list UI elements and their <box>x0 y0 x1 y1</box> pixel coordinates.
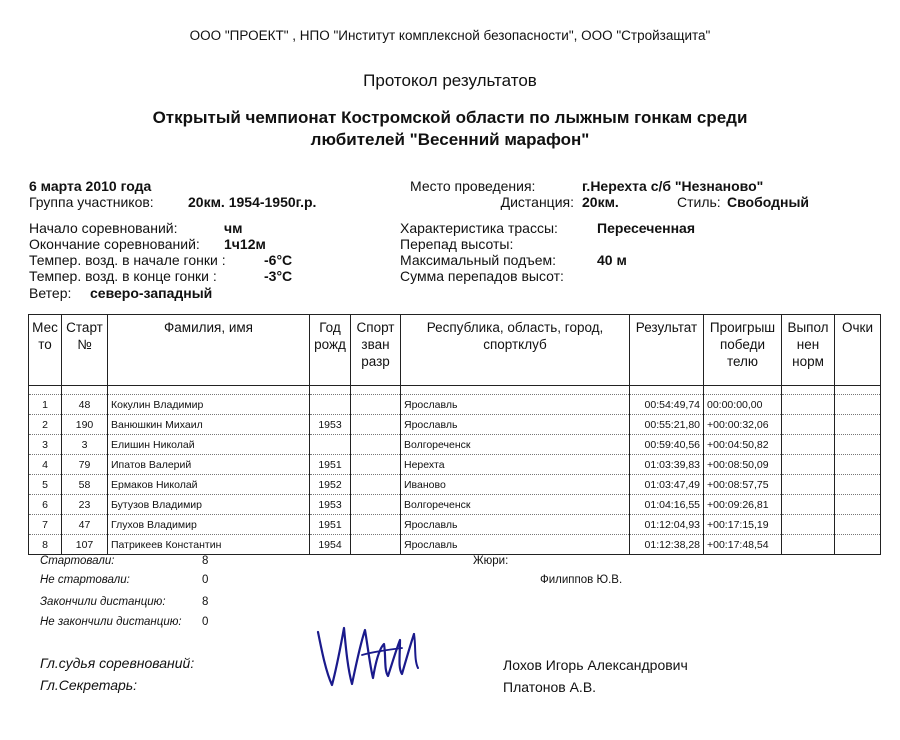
cell-rank <box>351 415 401 435</box>
cell-points <box>835 415 881 435</box>
cell-region: Ярославль <box>401 515 630 535</box>
venue-value: г.Нерехта с/б "Незнаново" <box>582 178 764 194</box>
jury-member: Филиппов Ю.В. <box>540 574 623 586</box>
cell-region: Ярославль <box>401 395 630 415</box>
max-climb-value: 40 м <box>597 252 627 268</box>
cell-place: 5 <box>29 475 62 495</box>
col-header-year: Год рожд <box>310 315 351 386</box>
cell-name: Кокулин Владимир <box>108 395 310 415</box>
cell-behind: 00:00:00,00 <box>704 395 782 415</box>
finished-value: 8 <box>202 596 209 608</box>
track-value: Пересеченная <box>597 220 696 236</box>
cell-points <box>835 535 881 555</box>
competition-title-line2: любителей "Весенний марафон" <box>310 130 590 149</box>
cell-result: 01:12:04,93 <box>630 515 704 535</box>
cell-year: 1951 <box>310 515 351 535</box>
jury-label: Жюри: <box>473 555 509 567</box>
cell-rank <box>351 535 401 555</box>
cell-norm <box>782 455 835 475</box>
cell-rank <box>351 515 401 535</box>
cell-norm <box>782 535 835 555</box>
cell-name: Патрикеев Константин <box>108 535 310 555</box>
distance-label: Дистанция: <box>500 194 574 210</box>
cell-year <box>310 435 351 455</box>
competition-title <box>0 107 900 151</box>
not-finished-value: 0 <box>202 616 209 628</box>
finished-label: Закончили дистанцию: <box>40 596 166 608</box>
temp-start-label: Темпер. возд. в начале гонки : <box>29 252 226 268</box>
cell-points <box>835 435 881 455</box>
cell-place: 6 <box>29 495 62 515</box>
end-time-label: Окончание соревнований: <box>29 236 200 252</box>
cell-behind: +00:08:50,09 <box>704 455 782 475</box>
chief-judge-name: Лохов Игорь Александрович <box>503 657 688 673</box>
cell-year: 1953 <box>310 415 351 435</box>
cell-result: 01:03:47,49 <box>630 475 704 495</box>
cell-bib: 47 <box>62 515 108 535</box>
cell-region: Ярославль <box>401 535 630 555</box>
wind-label: Ветер: <box>29 285 72 301</box>
cell-behind: +00:00:32,06 <box>704 415 782 435</box>
cell-year: 1954 <box>310 535 351 555</box>
cell-name: Ванюшкин Михаил <box>108 415 310 435</box>
cell-bib: 3 <box>62 435 108 455</box>
not-started-label: Не стартовали: <box>40 574 130 586</box>
cell-result: 00:55:21,80 <box>630 415 704 435</box>
start-time-label: Начало соревнований: <box>29 220 178 236</box>
not-started-value: 0 <box>202 574 209 586</box>
col-header-norm: Выпол нен норм <box>782 315 835 386</box>
table-row <box>29 475 881 495</box>
group-value: 20км. 1954-1950г.р. <box>188 194 317 210</box>
not-finished-label: Не закончили дистанцию: <box>40 616 182 628</box>
cell-rank <box>351 435 401 455</box>
style-value: Свободный <box>727 194 810 210</box>
col-header-name: Фамилия, имя <box>108 315 310 386</box>
protocol-title: Протокол результатов <box>363 71 537 90</box>
cell-place: 1 <box>29 395 62 415</box>
cell-rank <box>351 395 401 415</box>
cell-place: 2 <box>29 415 62 435</box>
table-header-row <box>29 315 881 386</box>
wind-value: северо-западный <box>90 285 213 301</box>
cell-bib: 48 <box>62 395 108 415</box>
col-header-points: Очки <box>835 315 881 386</box>
cell-result: 00:54:49,74 <box>630 395 704 415</box>
cell-behind: +00:17:48,54 <box>704 535 782 555</box>
temp-start-value: -6°С <box>264 252 293 268</box>
cell-name: Ипатов Валерий <box>108 455 310 475</box>
cell-bib: 79 <box>62 455 108 475</box>
col-header-region: Республика, область, город, спортклуб <box>401 315 630 386</box>
cell-norm <box>782 515 835 535</box>
chief-judge-label: Гл.судья соревнований: <box>40 655 195 671</box>
cell-place: 7 <box>29 515 62 535</box>
cell-norm <box>782 395 835 415</box>
end-time-value: 1ч12м <box>224 236 266 252</box>
cell-behind: +00:17:15,19 <box>704 515 782 535</box>
cell-place: 8 <box>29 535 62 555</box>
cell-region: Волгореченск <box>401 435 630 455</box>
max-climb-label: Максимальный подъем: <box>400 252 557 268</box>
cell-points <box>835 515 881 535</box>
cell-norm <box>782 415 835 435</box>
style-label: Стиль: <box>677 194 721 210</box>
cell-region: Ярославль <box>401 415 630 435</box>
cell-behind: +00:08:57,75 <box>704 475 782 495</box>
cell-year: 1953 <box>310 495 351 515</box>
cell-result: 01:12:38,28 <box>630 535 704 555</box>
competition-title-line1: Открытый чемпионат Костромской области по лыжным гонкам среди <box>152 108 748 127</box>
col-header-rank: Спорт зван разр <box>351 315 401 386</box>
cell-result: 01:03:39,83 <box>630 455 704 475</box>
table-row <box>29 435 881 455</box>
cell-rank <box>351 495 401 515</box>
signature-image <box>310 610 435 695</box>
cell-bib: 23 <box>62 495 108 515</box>
cell-region: Иваново <box>401 475 630 495</box>
venue-label: Место проведения: <box>410 178 536 194</box>
organizers-line: ООО "ПРОЕКТ" , НПО "Институт комплексной безопасности", ООО "Стройзащита" <box>189 28 711 43</box>
secretary-name: Платонов А.В. <box>503 679 597 695</box>
start-time-value: чм <box>224 220 243 236</box>
competition-date: 6 марта 2010 года <box>29 178 152 194</box>
cell-bib: 107 <box>62 535 108 555</box>
cell-place: 4 <box>29 455 62 475</box>
cell-result: 01:04:16,55 <box>630 495 704 515</box>
cell-region: Нерехта <box>401 455 630 475</box>
cell-points <box>835 475 881 495</box>
table-row <box>29 515 881 535</box>
sum-climb-label: Сумма перепадов высот: <box>400 268 564 284</box>
cell-place: 3 <box>29 435 62 455</box>
col-header-place: Мес то <box>29 315 62 386</box>
temp-end-label: Темпер. возд. в конце гонки : <box>29 268 217 284</box>
col-header-behind: Проигрыш победи телю <box>704 315 782 386</box>
temp-end-value: -3°С <box>264 268 293 284</box>
cell-norm <box>782 495 835 515</box>
cell-points <box>835 495 881 515</box>
distance-value: 20км. <box>582 194 619 210</box>
cell-rank <box>351 455 401 475</box>
cell-year: 1952 <box>310 475 351 495</box>
cell-rank <box>351 475 401 495</box>
cell-points <box>835 395 881 415</box>
table-row <box>29 535 881 555</box>
table-row <box>29 415 881 435</box>
results-table <box>28 314 881 555</box>
cell-bib: 58 <box>62 475 108 495</box>
cell-region: Волгореченск <box>401 495 630 515</box>
table-row <box>29 495 881 515</box>
cell-year <box>310 395 351 415</box>
cell-name: Ермаков Николай <box>108 475 310 495</box>
group-label: Группа участников: <box>29 194 154 210</box>
table-row <box>29 455 881 475</box>
cell-norm <box>782 475 835 495</box>
started-value: 8 <box>202 555 209 567</box>
track-label: Характеристика трассы: <box>400 220 558 236</box>
cell-norm <box>782 435 835 455</box>
height-diff-label: Перепад высоты: <box>400 236 514 252</box>
cell-bib: 190 <box>62 415 108 435</box>
table-row <box>29 395 881 415</box>
cell-name: Елишин Николай <box>108 435 310 455</box>
cell-behind: +00:04:50,82 <box>704 435 782 455</box>
secretary-label: Гл.Секретарь: <box>40 677 138 693</box>
cell-result: 00:59:40,56 <box>630 435 704 455</box>
cell-year: 1951 <box>310 455 351 475</box>
cell-points <box>835 455 881 475</box>
cell-name: Глухов Владимир <box>108 515 310 535</box>
col-header-bib: Старт № <box>62 315 108 386</box>
col-header-result: Результат <box>630 315 704 386</box>
cell-behind: +00:09:26,81 <box>704 495 782 515</box>
cell-name: Бутузов Владимир <box>108 495 310 515</box>
started-label: Стартовали: <box>40 555 115 567</box>
